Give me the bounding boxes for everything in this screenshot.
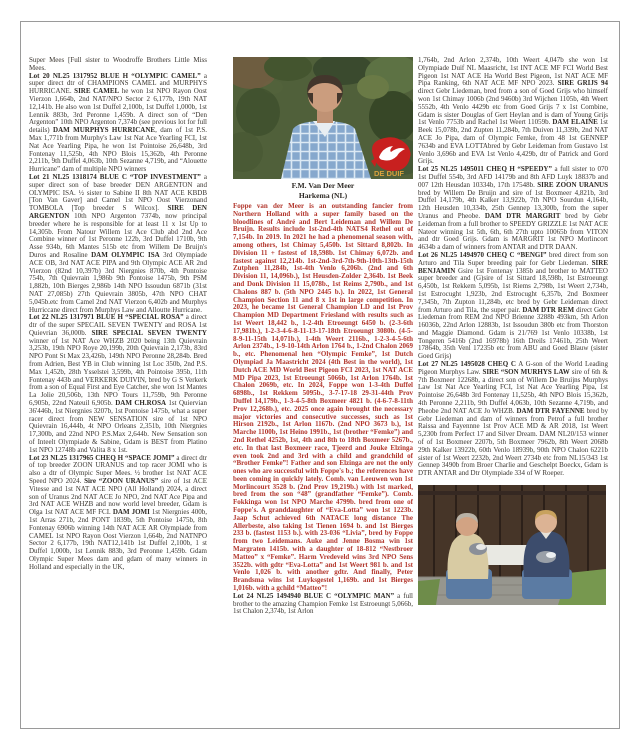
bold-text: DAM CH.ROSA (115, 399, 167, 408)
body-text: he won 1st NPO Rayon Oost Vierzon 1,664b, 2nd NAT/NPO Sector 2 6,177b, 19th NAT 12,141b. He also won 1st Duffel 2,100b, 1st Duffel 1,000b, 1st Lennik 883b, 3rd Peronne 1,459b. A direct son of “Den Argenton” 10th NPO Argenton 7,374b (see previous lot for full details) (29, 87, 207, 135)
paragraph (29, 455, 207, 572)
bold-text: SIRE CAMEL (74, 87, 120, 96)
paragraph (418, 252, 608, 361)
bold-text: Sire “ZOON URANUS” (84, 477, 159, 486)
body-text: A G-son of the World Leading Pigeon Murphys Law. (418, 360, 608, 376)
body-text: a direct dtr of top breeder ZOON URANUS and top racer JOMI who is also a dtr of Olympic Super Mees. ½ brother 1st NAT ACE Speed NPO 2024. (29, 453, 207, 486)
right-column-text (418, 57, 608, 478)
bold-text: Lot 20 NL25 1317952 BLUE H “OLYMPIC CAMEL” (29, 71, 201, 80)
photo-two-fanciers (418, 485, 608, 605)
column-right (418, 57, 608, 605)
bold-text: DAM JOMI (112, 508, 150, 517)
body-text: Gsire 1st Fontenay 1385b and brother to MATTEO super breeder and (G)sire of 1st Sittard 18,598b, 1st Estroeungt 6,450b, 1st Rekkem 5,095b, 1st Riems 2,798b, 1st Weert 2,734b, 1st Estrocught 1,923b, 2nd Estrocught 6,357b, 2nd Boxmeer 7,345b, 7th Zupton 11,284b, etc bred by Gebr Leideman direct from Arturo and Tila, the super pair. (418, 266, 608, 314)
body-text: direct Gebr Liedeman from REM 2nd NPO Brienne 3288b 493km, 5th Arlon 16036b, 22nd Arlon 12883b, 1st Issoudun 380b etc from Thorston and Maggie Diamond. Gdam is 21/769 1st Venlo 10338b, 1st Tongeren 5416b (2nd 16978b) 16th Dreils 17461b, 25th Weert 17864b, 35th Venl 17235b etc from ABU and Goed Blauw (sister Goed Grijs) (418, 305, 609, 361)
body-text: a full brother to the amazing Champion Femke 1st Estroeungt 5,066b, 1st Chalon 2,374b, 1st Arlon (233, 591, 413, 616)
body-text: 1st Niergnies 400b, 1st Arras 271b, 2nd PONT 1839b, 5th Pontoise 1475b, 8th Fontenay 6906b winning 14th NAT ACE AR Olympiade from CAMEL 1st NPO Rayon Oost Vierzon 1,664b, 2nd NATNPO Sector 2 6,177b, 19th NAT12,141b 1st Duffel 2,100b, 1 st Duffel 1,000b, 1st Lennik 883b, 3rd Peronne 1,459b. Gdam Olympic Super Mees dam and gdam of many winners in Holland and especially in the UK, (29, 508, 207, 571)
body-text: Super Mees [Full sister to Woodroffe Brothers Little Miss Mees. (29, 56, 207, 72)
body-text: 3rd Olympiade ACE OB, 3rd NAT ACE PIPA and 9th Olympic ACE AR 2nd Vierzon (82nd 10,397b) 3rd Niergnies 870b, 4th Pontoise 754b, 7th Quievrain 1,986b 9th Pontoise 1475b, 9th PSM 1,882b, 10th Bierges 2,986b 14th NPO Issoudun 6871b (31st NAT 27,085b) 27th Quievrain 3805b, 47th NPO CHAT 5,045b.etc from Camel 2nd NAT Vierzon 6,402b and Murphys Hurriccane direct from Murphys Law and Alloutte Hurricane. (29, 250, 208, 314)
bold-text: SIRE ZOON URANUS (537, 180, 608, 189)
body-text: sire of 1st ACE Vitesse and 1st NAT ACE NPO (All Holland) 2024, a direct son of Uranus 2nd NAT ACE Jo NPO, 2nd NAT Ace Pipa and 3rd NAT ACE WHZB and now world level breeder, Gdam is Olga 1st NAT ACE MF FCI. (29, 477, 207, 517)
paragraph (29, 314, 207, 454)
bold-text: DAM MURPHYS HURRICANE (53, 126, 156, 135)
body-text: direct Gebr Liedeman, bred from a son of Goed Grijs who himself won 1st Chimay 1006b (2nd 9460b) 3rd Wijchen 1105b, 4th Weert 5552b, 4th Venlo 4429b etc from Goed Grijs 7 x 1st Combine, Gdam is sister Douglas of Gert Heylan and is dam of Young Grijs 1st Venlo 7753b and Rachel 1st Weert 11059b. (418, 87, 608, 127)
body-text: , dam of 1st P.S. Max 1,771b from Murphy's Law 1st Nat Ace Yearling FCI, 1st Nat Ace Yearling Pipa, he won 1st Pointoise 26,648b, 3rd Fontenay 11,525b, 4th NPO Blois 15,362b, 4th Peronne 2,211b, 9th Duffel 4,063b, 10th Sezanne 4,719b, and “Alouette Hurricane” dam of multiple NPO winners (29, 126, 208, 174)
paragraph (233, 203, 413, 593)
paragraph (29, 174, 207, 314)
bold-text: Lot 22 NL25 1317971 BLUE H “SPECIAL ROSA” (29, 313, 184, 322)
body-text: 10th NPO Argenton 7374b, now principal breeder where he is responsible for at least 11 x 1st Up to 14,305b. From Natour Willem 1st Ace Club abd 2nd Ace Combine winner of 1st Peronne 122b, 3rd Duffel 1710b, 9th Asse 934b, 6th Mantes 515b etc from Willem De Bruijn's Duros and Rosaline (29, 211, 207, 259)
photo-caption-name: F.M. Van Der Meer (291, 181, 355, 190)
two-fanciers-photo-graphic (418, 485, 606, 605)
photo-caption-location: Harkema (NL) (298, 190, 348, 200)
body-text: 1st Beek 15,078b, 2nd Zupten 11,284b, 7th Duiven 11,339b, 2nd NAT ACE Jo Pipa, dam of Olympic Femke, from 48 1st GENNEP 7634b and EVA LOTTAbred by Gebr Leideman from Gustavo 1st Venlo 3,696b and EVA 1st Venlo 4,429b, dtr of Patrick and Gord Grijs. (418, 118, 609, 166)
bold-text: Lot 27 NL25 1495028 CHEQ C (418, 360, 516, 369)
bold-text: SIRE BENJAMIN (418, 258, 608, 275)
paragraph (233, 593, 413, 616)
body-text: bred by Gebr Liedeman and dam of winners from Petrof a full brother Raissa and Fayennne 1st Prov ACE MD & AR 2018, 1st Weert 5,230b from Perfect 17 and Silver Dream. DAM NL20/153 winner of of 1st Boxmeer 2207b, 5th Boxmeer 7962b, 8th Weert 2068b 29th Kalker 13922b, 60th Venlo 18939b, 90th NPO Chalon 6221b sister of 1st Weert 2232b, 2nd Weert 2734b etc from NL15/343 1st Gennep 3490b from Broer Charlie and Geschelpt Boeckx, Gdam is DTR ANTAR and Dtr Olympiade 334 of W Roeper. (418, 406, 608, 478)
logo-label: DE DUIF (374, 169, 404, 178)
paragraph (29, 57, 207, 73)
body-text: 1st Quiervian 36'446b, 1st Niergnies 3207b, 1st Pontoise 1475b, what a super racer direct from NEW SENSATION sire of 1st NPO Quievrain 16,444b, 4t NPO Orleans 2,351b, 10th Niergnies 17,300b, and 22nd NPO P.S.Max 2,644b. New Sensation son of Inteelt Olympiade & Sabine, Gdam is BEST from Platino 1st NPO 12748b and Valita 8 x 1st. (29, 399, 207, 454)
body-text: bred direct from son Arturo and Tila Super breeding pair for Gebr Liedeman. (418, 250, 608, 267)
bold-text: Lot 26 NL25 1494970 CHEQ C “BENGI” (418, 250, 547, 259)
body-text: a super direct son of base breeder DEN ARGENTON and OLYMPIC ISA. ½ sister to Sabine II 8th NAT ACE KBDB [Ton Van Gaver] and Camel 1st NPO Oost Vierzonand TOMBOLA [Top breeder S Wilcox]. (29, 172, 207, 213)
bold-text: DAM OLYMPIC ISA (91, 250, 160, 259)
red-intro-text (233, 203, 413, 593)
bold-text: SIRE “SON MURHYS LAW (482, 367, 570, 376)
body-text: winner of 1st NAT Ace WHZB 2020 being 13th Quievrain 3,253b, 19th NPO Roye 20,199b, 20th Quievrain 2,173b, 83rd NPO Pont St Max 23,426b, 149th NPO Peronne 28,284b. Bred from Adrien, Best YB in Club winning 1st Loc 350b, 2nd P.S. Max 1,452b, 28th Ysselstei 3,599b, 4th Pointoise 395b, 11th Fontenay 443b and VERKERK DUIVIN, bred by G S Verkerk from a son of Equal First and Eye Catcher, she won 1st Mantes La Jolie 20,506b, 13th NPO Tours 11,759b, 9th Peronne 6,905b, 22nd Nateuil 6,905b. (29, 336, 207, 408)
bold-text: Lot 25 NL25 1495011 CHEQ H “SPEEDY” (418, 165, 552, 174)
bold-text: Lot 23 NL25 1317965 CHEQ H “SPACE JOMI” (29, 453, 175, 462)
bold-text: DAM DTR MARGRIT (484, 211, 561, 220)
photo-fancier-portrait (233, 57, 413, 179)
bold-text: DAM DTR REM (522, 305, 575, 314)
portrait-photo-graphic (233, 57, 413, 179)
paragraph (29, 73, 207, 174)
body-text: bred by Willem De Bruijn and sire of 1st Boxmeer 4,821b, 3rd Duffel 14,179b, 4th Kalker 13,922b, 7th NPO Sourdun 4,164b, 12th Heusden 10,334b, 25th Gennep 13,300b, from the super Uranus and Pheobe. (418, 188, 608, 220)
paragraph (418, 166, 608, 252)
body-text: a super direct dtr of CHAMPIONS CAMEL and MURPHYS HURRICANE. (29, 71, 208, 96)
body-text: 1,764b, 2nd Arlon 2,374b, 10th Weert 4,047b she won 1st Olympiade Duif NL Maasricht, 1st INT ACE MF FCI World Best Pigeon 1st NAT ACE Ha World Best Pigeon, 1st NAT ACE MF Pipa Ranking, 6th NAT ACE MF NPO 2023. (418, 56, 608, 88)
paragraph (418, 361, 608, 478)
body-text: bred by Gebr Leideman from a full brother to SPEEDY GRIZZLE 1st NAT ACE Nateor winning 1st 5th, 6th, 6th 27th upto 10065b from VITON and dtr Goed Grijs. Gdam is MARGRIT 1st NPO Morlincort 4634b a dam of winners from ANTAR and DTR DAAN. (418, 211, 608, 252)
bold-text: DAM DTR FAYENNE (516, 406, 585, 415)
lot24-text (233, 593, 413, 616)
paragraph (418, 57, 608, 166)
photo-caption (233, 181, 413, 200)
column-middle (233, 57, 413, 616)
body-text: a full sister to 070 1st Duffel 554b, 3rd AFD 14179b and 8th AFD Luyk 18837b and 007 12th Heusdan 10334b, 17th 17548b. (418, 165, 608, 189)
bold-text: SIRE SPECIAL SEVEN TWENTY (91, 328, 207, 337)
bold-text: Lot 24 NL25 1494940 BLUE C “OLYMPIC MAN” (233, 591, 395, 600)
bold-text: SIRE GRIJS 94 (557, 79, 608, 88)
bold-text: SIRE DEN ARGENTON (29, 204, 207, 220)
column-left (29, 57, 207, 572)
bold-text: Lot 21 NL25 1318174 BLUE C “TOP INVESTMENT” (29, 172, 201, 181)
body-text: sire of 6th & 7th Boxmeer 12268b, a direct son of Willem De Bruijns Murphys Law 1st Nat Ace Yearling FCI, 1st Nat Ace Yearling Pipa, 1st Pointoise 26,648b 3rd Fontenay 11,525b, 4th NPO Blois 15,362b, 4th Peronne 2,211b, 9th Duffel 4,063b, 10th Sezanne 4,719b, and Pheobe 2nd NAT ACE Jo WHZB. (418, 367, 608, 415)
bold-text: DAM ELAINE (552, 118, 598, 127)
body-text: a direct dtr of the super SPECAIL SEVEN TWENTY and ROSA 1st Quievrian 36,000b. (29, 313, 207, 337)
bold-text: Foppe van der Meer is an outstanding fancier from Northern Holland with a super family based on the bloodlines of André and Bert Leideman and Willem De Bruijn. Results include 1st-2nd-4th NATS4 Rethel out of 7,154b. In 2019. In 2021 he had a phenomenal season with, among others, 1st Chimay 5,450b. 1st Sittard 8,802b. In Division 11 + fastest of 18,598b. 1st Chimay 6,072b. and fastest against 12,214b. 1st-2nd-3rd-7th-9th-10th-13th-15th Zutphen 11,284b, 1st-4th Venlo 6,206b. (2nd and 6th Division 11, 14,096b.), 1st Heusden-Zolder 2,364b. 1st Beek and Donk Division 11 15,078b., 1st Reims 2,790b., and 1st Chalons 887 b. (5th NPO 2445 b.). In 2022, 1st General Champion Section 11 and 8 x 1st in large competition. In 2023, he became 1st General Champion LD and 1st Prov Champion MD Department Friesland with results such as 1st Weert 18,442 b., 1-2-4th Etroeungt 6450 b. (2-3-6th 17,981b.), 1-2-3-4-6-8-11-13-17-18th Etroeungt 3080b. (4-5-8-9-11-15th 14,071b.), 1-4th Weert 2116b., 1-2-3-4-5-6th Arlon 2374b., 1-9-10-14th Arlon 1764 b., 1-2nd Chalon 2069 b., etc. Phenomenal hen “Olympic Femke”, 1st Dutch Olympiad Ja Maastricht 2024 (4th Best in the world), 1st Dutch ACE MD World Best Pigeon FCI 2023, 1st NAT ACE MD Pipa 2023, 1st Etroeungt 5066b, 1st Arlon 1764b. 1st Chalon 2069b, etc. In 2024, Foppe won 1-3-4th Duffel 6898b., 1st Rekkem 5095b., 3-7-17-18 29-31-44th Prov Duffel 14,179b., 1-3-4-5-8th Boxmeer 4821 b. (4-6-7-8-11th Prov 12,268b.), etc. 2025 once again brought the necessary major victories and consecutive successes, such as 1st Hirson 2192b., 1st Arlon 1167b. (2nd NPO 3673 b.), 1st Marche 1100b, 1st Heino 1991b., 1st (brother “Femke”) and 2nd Rethel 4252b, 1st, 4th and 8th to 18th Boxmeer 5267b., etc. In that last Boxmeer race, Tjeerd and Jouke Elzinga even took 2nd and 3rd with a child and grandchild of “Brother Femke”! Father and son Elzinga are not the only ones who are successful with Foppe's b.; the references have been coming in quickly lately. Comb. van Leeuwen won 1st Morlincourt 3528 b. (2nd Prov 19,219b.) with 1st marked, bred from the son “48” (grandfather “Femke”). Comb. Fokkinga won 1st NPO Marche 4799b. bred from one of Foppe's. A granddaughter of “Eva-Lotta” won 1st 1223b. Jaap Schut achieved 6th NATACE long distance The Allerbeste, also taking 1st Tienen 1694 b. and 1st Bierges 233 b. (fastest 1153 b.). with 23-036 “Livia”, bred by Foppe from two Leidemans. Auke and Jenne Bosma win 1st Margraten 1415b. with a daughter of 18-812 “Nestbroer Matteo” x “Femke”. Harm Vredeveld wins 3rd NPO Sens 3522b. with gdtr “Eva-Lotta” and 1st Weert 981 b. and 1st Venlo 1,026 b. with another gdtr. And finally, Peter Brandsma wins 1st Luyksgestel 1,169b. and 1st Bierges 1,016b. with a gchild “Matteo”! (233, 202, 413, 593)
